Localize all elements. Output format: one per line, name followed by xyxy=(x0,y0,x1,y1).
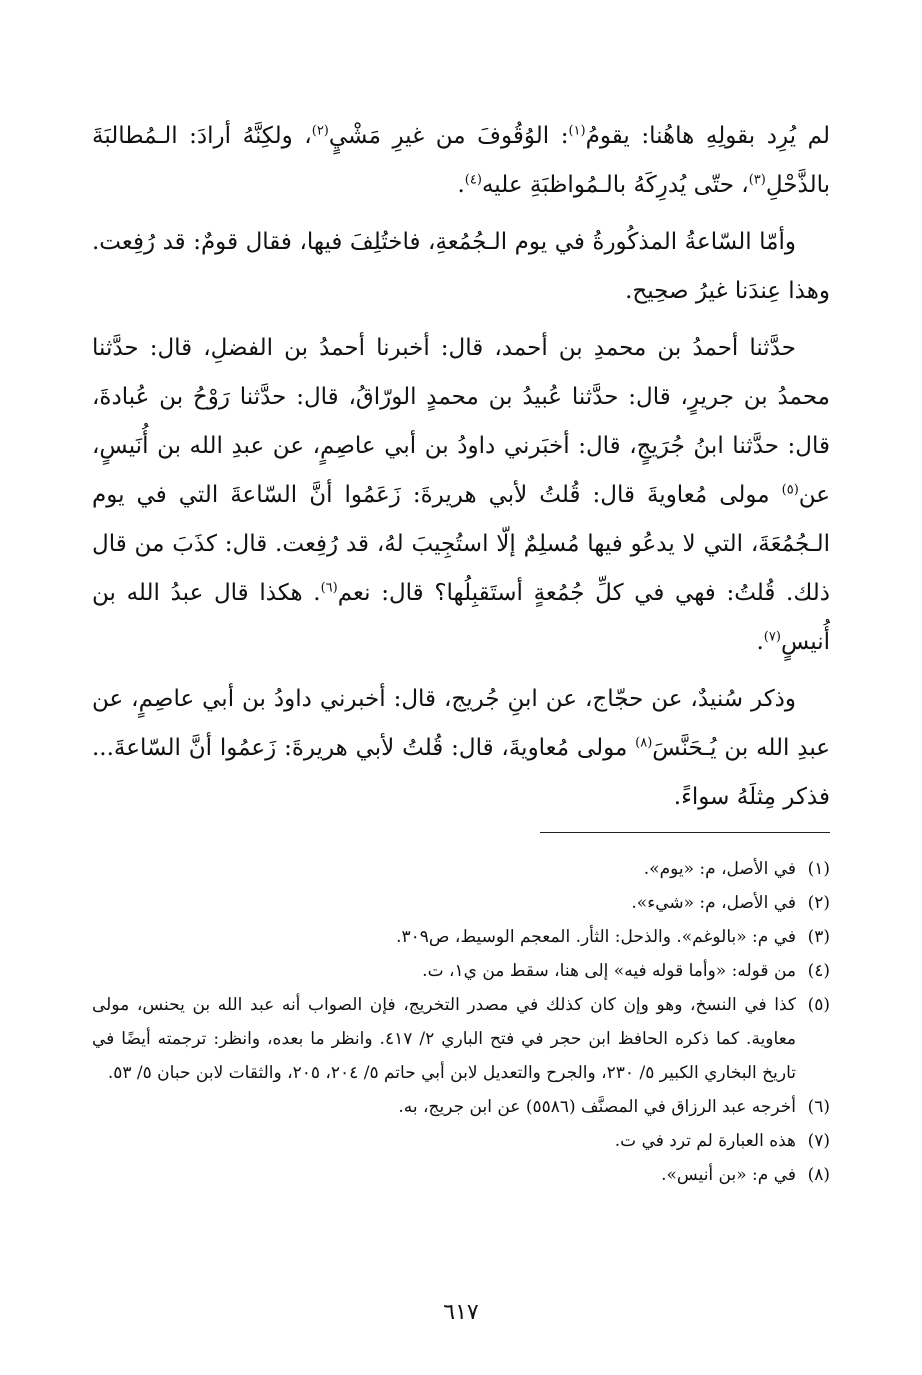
footnote-text: في م: «بالوغم». والذحل: الثأر. المعجم الوسيط، ص٣٠٩. xyxy=(396,927,796,947)
footnote-number: (١) xyxy=(807,859,830,879)
footnote-text: في الأصل، م: «يوم». xyxy=(643,859,796,879)
footnote-marker: (١) xyxy=(568,123,586,139)
footnote-number: (٧) xyxy=(807,1131,830,1151)
footnote-7 xyxy=(92,1124,830,1158)
footnote-marker: (٣) xyxy=(748,172,766,188)
footnote-marker: (٨) xyxy=(635,735,653,751)
footnote-separator xyxy=(540,832,830,833)
footnote-3 xyxy=(92,920,830,954)
footnote-4 xyxy=(92,954,830,988)
footnote-number: (٤) xyxy=(807,961,830,981)
footnote-text: هذه العبارة لم ترد في ت. xyxy=(614,1131,796,1151)
footnote-marker: (٢) xyxy=(311,123,329,139)
main-text xyxy=(92,112,830,830)
paragraph-2 xyxy=(92,218,830,316)
footnote-text: في م: «بن أنيس». xyxy=(661,1165,796,1185)
text-segment: وأمّا السّاعةُ المذكُورةُ في يوم الـجُمُعةِ، فاختُلِفَ فيها، فقال قومٌ: قد رُفِعت. وهذا عِندَنا غيرُ صحِيح. xyxy=(92,229,830,304)
page-number: ٦١٧ xyxy=(443,1300,479,1325)
footnote-text: من قوله: «وأما قوله فيه» إلى هنا، سقط من ي١، ت. xyxy=(422,961,796,981)
footnote-number: (٣) xyxy=(807,927,830,947)
footnote-6 xyxy=(92,1090,830,1124)
text-segment: ، ولكِنَّهُ أرادَ: الـمُطالبَةَ بالذَّحْلِ xyxy=(92,123,830,198)
footnote-text: كذا في النسخ، وهو وإن كان كذلك في مصدر التخريج، فإن الصواب أنه عبد الله بن يحنس، مولى معاوية. كما ذكره الحافظ ابن حجر في فتح الباري ٢/ ٤١٧. وانظر ما بعده، وانظر: ترجمته أيضًا في تاريخ البخاري الكبير ٥/ ٢٣٠، والجرح والتعديل لابن أبي حاتم ٥/ ٢٠٤، ٢٠٥، والثقات لابن حبان ٥/ ٥٣. xyxy=(92,995,797,1083)
text-segment: مولى مُعاويةَ، قال: قُلتُ لأبي هريرةَ: زَعمُوا أنَّ السّاعةَ... فذكر مِثلَهُ سواءً. xyxy=(92,735,830,810)
text-segment: : الوُقُوفَ من غيرِ مَشْيٍ xyxy=(328,123,569,149)
footnote-1 xyxy=(92,852,830,886)
text-segment: حدَّثنا أحمدُ بن محمدِ بن أحمد، قال: أخبرنا أحمدُ بن الفضلِ، قال: حدَّثنا محمدُ بن جريرٍ، قال: حدَّثنا عُبيدُ بن محمدٍ الورّاقُ، قال: حدَّثنا رَوْحُ بن عُبادةَ، قال: حدَّثنا ابنُ جُرَيجٍ، قال: أخبَرني داودُ بن أبي عاصِمٍ، عن عبدِ الله بن أُنَيسٍ، عن xyxy=(92,335,830,508)
footnote-marker: (٤) xyxy=(464,172,482,188)
text-segment: . xyxy=(756,629,764,655)
footnote-number: (٥) xyxy=(807,995,830,1015)
footnote-number: (٦) xyxy=(807,1097,830,1117)
footnote-2 xyxy=(92,886,830,920)
text-segment: مولى مُعاويةَ قال: قُلتُ لأبي هريرةَ: زَعَمُوا أنَّ السّاعةَ التي في يوم الـجُمُعَةَ، التي لا يدعُو فيها مُسلِمٌ إلّا استُجِيبَ لهُ، قد رُفِعت. قال: كذَبَ من قال ذلك. قُلتُ: فهي في كلِّ جُمُعةٍ أستَقبِلُها؟ قال: نعم xyxy=(92,482,830,606)
footnote-text: في الأصل، م: «شيء». xyxy=(631,893,796,913)
paragraph-4 xyxy=(92,675,830,822)
footnote-marker: (٦) xyxy=(320,580,338,596)
text-segment: . هكذا قال عبدُ الله بن أُنيسٍ xyxy=(92,580,830,655)
text-segment: ، حتّى يُدرِكَهُ بالـمُواظبَةِ عليه xyxy=(481,172,749,198)
footnote-number: (٢) xyxy=(807,893,830,913)
text-segment: لم يُرِد بقولِهِ هاهُنا: يقومُ xyxy=(585,123,830,149)
footnote-marker: (٥) xyxy=(781,482,799,498)
text-segment: وذكر سُنيدٌ، عن حجّاج، عن ابنِ جُريج، قال: أخبرني داودُ بن أبي عاصِمٍ، عن عبدِ الله بن يُـحَنَّسَ xyxy=(92,686,830,761)
footnote-5 xyxy=(92,988,830,1090)
footnote-marker: (٧) xyxy=(763,629,781,645)
footnotes xyxy=(92,852,830,1192)
paragraph-1 xyxy=(92,112,830,210)
text-segment: . xyxy=(457,172,465,198)
footnote-number: (٨) xyxy=(807,1165,830,1185)
paragraph-3 xyxy=(92,324,830,667)
footnote-8 xyxy=(92,1158,830,1192)
footnote-text: أخرجه عبد الرزاق في المصنَّف (٥٥٨٦) عن ابن جريج، به. xyxy=(398,1097,796,1117)
